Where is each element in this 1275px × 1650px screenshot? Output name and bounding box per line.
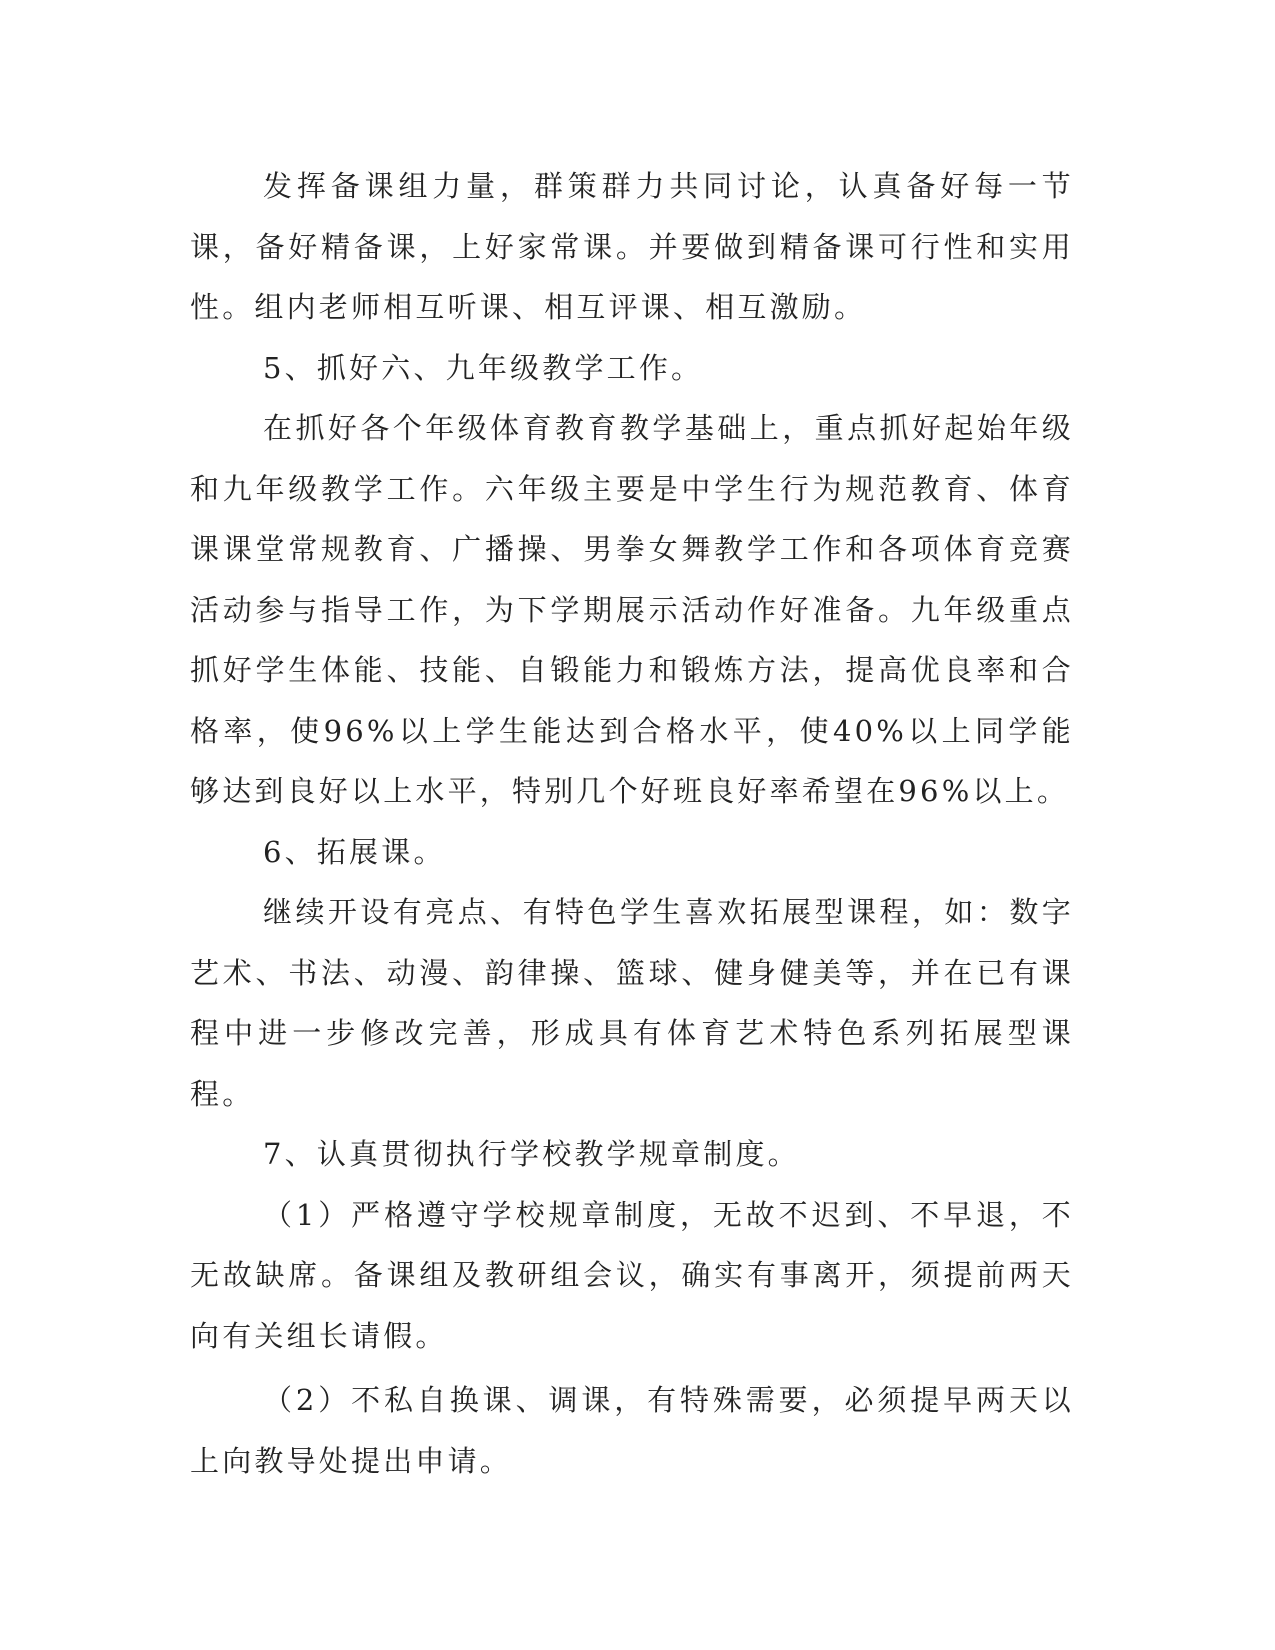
paragraph-extension-courses: 继续开设有亮点、有特色学生喜欢拓展型课程，如：数字艺术、书法、动漫、韵律操、篮球、健身健美等，并在已有课程中进一步修改完善，形成具有体育艺术特色系列拓展型课程。 <box>190 895 1074 1111</box>
paragraph-regulation-2: （2）不私自换课、调课，有特殊需要，必须提早两天以上向教导处提出申请。 <box>190 1383 1074 1478</box>
heading-school-regulations: 7、认真贯彻执行学校教学规章制度。 <box>263 1137 800 1171</box>
paragraph-grade-six-nine: 在抓好各个年级体育教育教学基础上，重点抓好起始年级和九年级教学工作。六年级主要是中学生行为规范教育、体育课课堂常规教育、广播操、男拳女舞教学工作和各项体育竞赛活动参与指导工作，为下学期展示活动作好准备。九年级重点抓好学生体能、技能、自锻能力和锻炼方法，提高优良率和合格率，使96%以上学生能达到合格水平，使40%以上同学能够达到良好以上水平，特别几个好班良好率希望在96%以上。 <box>190 411 1074 808</box>
paragraph-regulation-1: （1）严格遵守学校规章制度，无故不迟到、不早退，不无故缺席。备课组及教研组会议，确实有事离开，须提前两天向有关组长请假。 <box>190 1197 1074 1353</box>
heading-extension-courses: 6、拓展课。 <box>263 834 446 869</box>
paragraph-lesson-preparation: 发挥备课组力量，群策群力共同讨论，认真备好每一节课，备好精备课，上好家常课。并要做到精备课可行性和实用性。组内老师相互听课、相互评课、相互激励。 <box>190 169 1074 324</box>
document-body <box>190 156 1074 1491</box>
heading-grade-six-nine: 5、抓好六、九年级教学工作。 <box>263 350 704 385</box>
